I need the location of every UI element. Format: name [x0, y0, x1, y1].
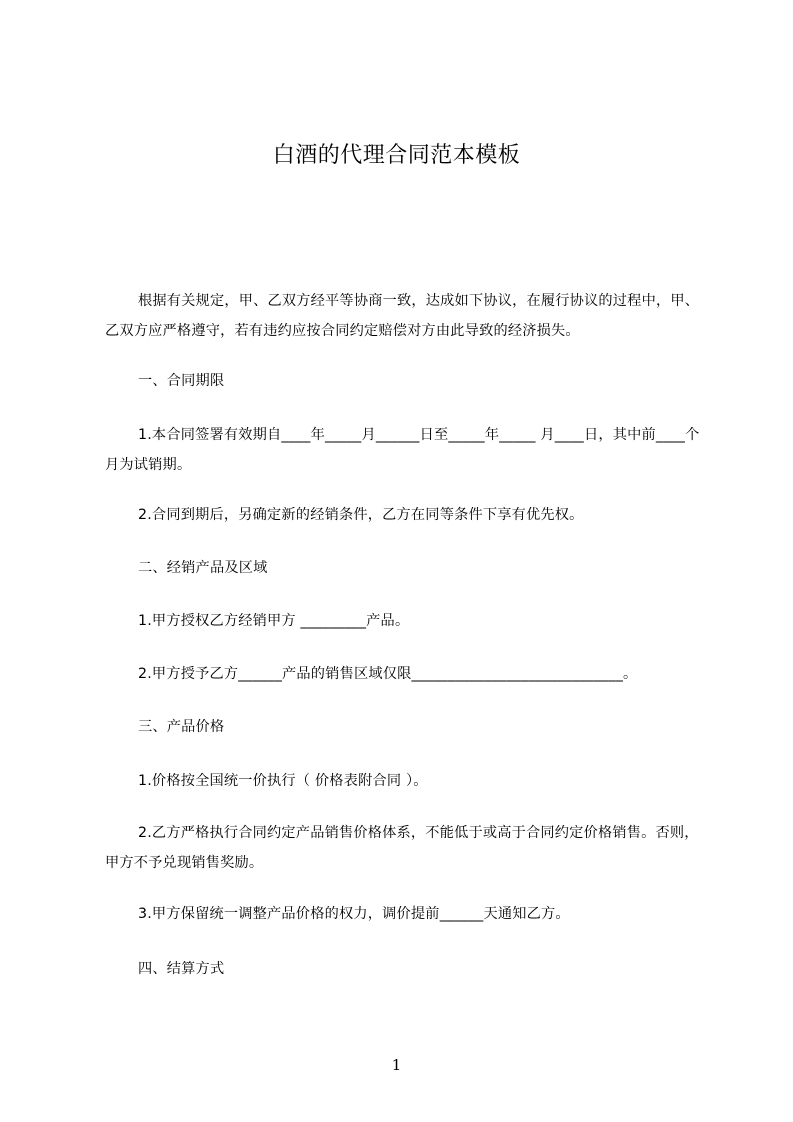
- products-clause-1: 1.甲方授权乙方经销甲方 _________产品。: [138, 613, 410, 629]
- term-clause-2: 2.合同到期后，另确定新的经销条件，乙方在同等条件下享有优先权。: [138, 507, 584, 523]
- products-clause-2: 2.甲方授予乙方______产品的销售区域仅限_____________________________。: [138, 666, 638, 682]
- section-heading-price: 三、产品价格: [138, 719, 225, 735]
- term-clause-1: 1.本合同签署有效期自____年_____月______日至_____年_____ 月____日，其中前____个月为试销期。: [105, 427, 700, 473]
- intro-paragraph: 根据有关规定，甲、乙双方经平等协商一致，达成如下协议，在履行协议的过程中，甲、乙双方应严格遵守，若有违约应按合同约定赔偿对方由此导致的经济损失。: [105, 293, 700, 339]
- section-heading-settlement: 四、结算方式: [138, 961, 225, 977]
- document-title: 白酒的代理合同范本模板: [272, 143, 521, 168]
- price-clause-3: 3.甲方保留统一调整产品价格的权力，调价提前______天通知乙方。: [138, 906, 570, 922]
- page-number: 1: [391, 1056, 402, 1074]
- section-heading-products-region: 二、经销产品及区域: [138, 560, 268, 576]
- price-clause-1: 1.价格按全国统一价执行（ 价格表附合同 ）。: [138, 773, 428, 789]
- section-heading-term: 一、合同期限: [138, 373, 225, 389]
- price-clause-2: 2.乙方严格执行合同约定产品销售价格体系，不能低于或高于合同约定价格销售。否则，甲方不予兑现销售奖励。: [105, 825, 699, 871]
